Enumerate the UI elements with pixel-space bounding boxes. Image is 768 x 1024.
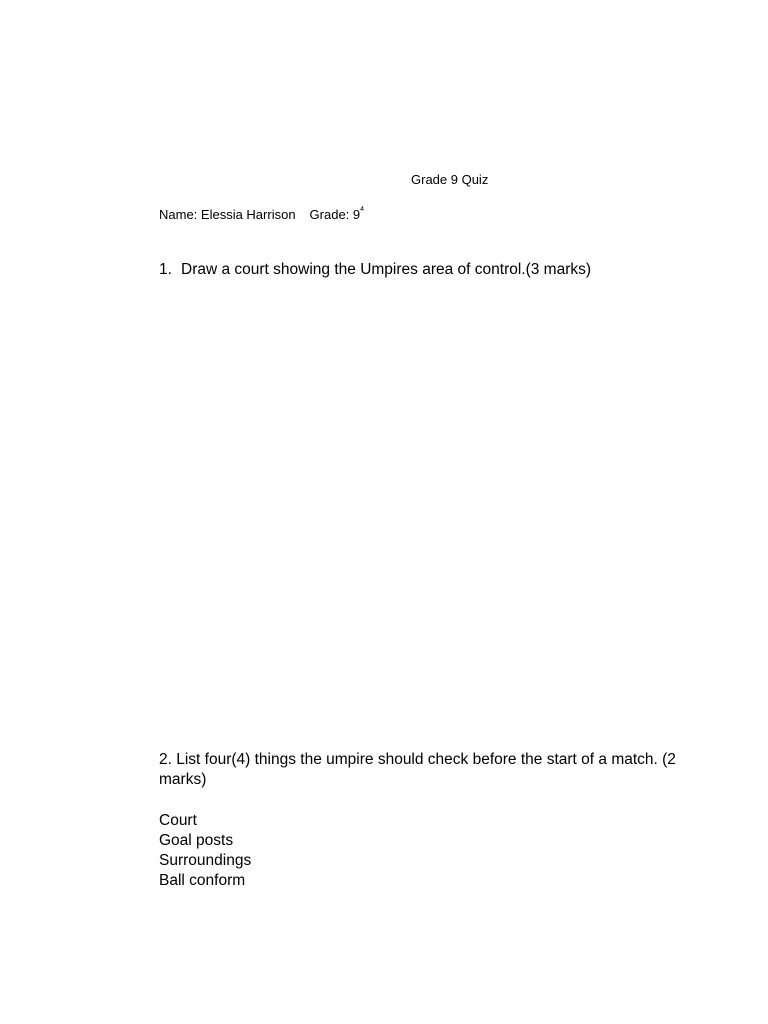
quiz-title: Grade 9 Quiz	[411, 172, 489, 187]
question-1-text: Draw a court showing the Umpires area of control.(3 marks)	[181, 261, 592, 278]
student-grade	[310, 207, 365, 222]
question-1-number: 1.	[159, 261, 172, 278]
student-name: Name: Elessia Harrison	[159, 207, 296, 222]
grade-superscript: 4	[360, 206, 365, 213]
student-info	[159, 207, 364, 222]
question-2-text: 2. List four(4) things the umpire should check before the start of a match. (2 marks)	[159, 751, 676, 788]
grade-value: Grade: 9	[309, 207, 361, 222]
answer-item: Surroundings	[159, 852, 252, 869]
question-2-answers	[159, 811, 251, 891]
question-1	[159, 261, 591, 279]
answer-item: Court	[159, 812, 197, 829]
answer-item: Goal posts	[159, 832, 234, 849]
answer-item: Ball conform	[159, 872, 246, 889]
